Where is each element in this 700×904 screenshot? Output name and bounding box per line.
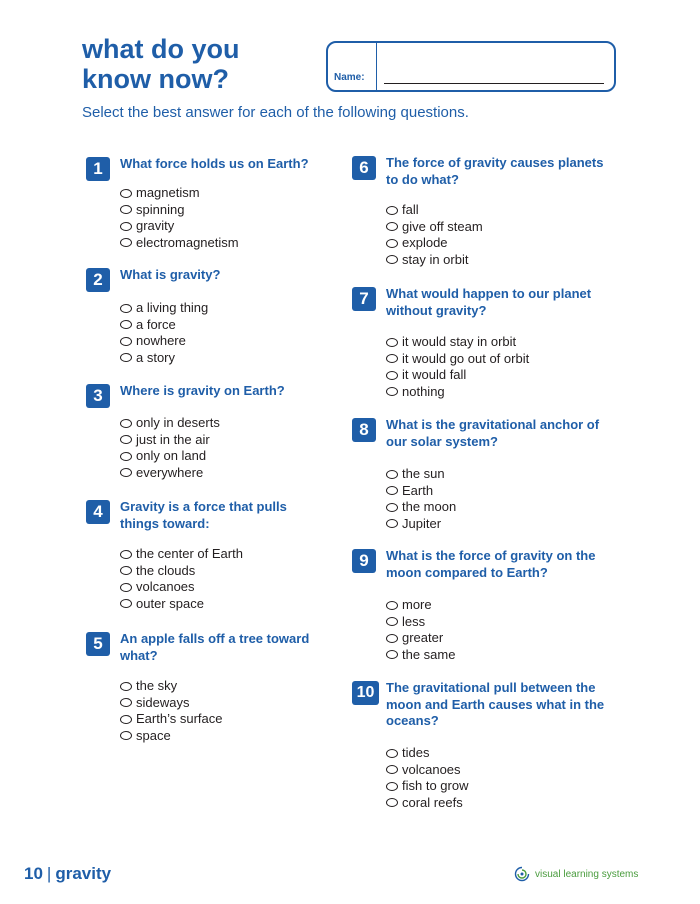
answer-option[interactable]	[120, 202, 239, 219]
question-text: Gravity is a force that pulls things toward:	[120, 499, 287, 531]
question-text: The gravitational pull between the moon and Earth causes what in the oceans?	[386, 680, 605, 728]
option-label: only on land	[136, 448, 207, 463]
answer-option[interactable]	[120, 317, 208, 334]
question-number-badge: 10	[352, 681, 379, 705]
option-label: it would go out of orbit	[402, 350, 530, 366]
radio-bubble-icon[interactable]	[120, 353, 132, 362]
answer-option[interactable]	[386, 334, 529, 351]
answer-option[interactable]	[120, 711, 222, 728]
question-text: What is gravity?	[120, 267, 221, 282]
radio-bubble-icon[interactable]	[120, 550, 132, 559]
answer-option[interactable]	[386, 235, 483, 252]
answer-options	[386, 466, 456, 532]
option-label: stay in orbit	[402, 251, 469, 267]
page-footer	[24, 864, 111, 884]
radio-bubble-icon[interactable]	[120, 304, 132, 313]
answer-option[interactable]	[386, 367, 529, 384]
radio-bubble-icon[interactable]	[120, 682, 132, 691]
option-label: tides	[402, 745, 430, 760]
answer-option[interactable]	[386, 499, 456, 516]
radio-bubble-icon[interactable]	[386, 206, 398, 215]
question-number-badge: 1	[86, 157, 110, 181]
answer-option[interactable]	[386, 778, 468, 795]
answer-option[interactable]	[386, 202, 483, 219]
radio-bubble-icon[interactable]	[386, 239, 398, 248]
option-label: fish to grow	[402, 778, 469, 793]
answer-option[interactable]	[386, 483, 456, 500]
page-title	[82, 34, 240, 94]
title-line-1: what do you	[82, 34, 240, 64]
option-label: coral reefs	[402, 794, 463, 810]
radio-bubble-icon[interactable]	[120, 189, 132, 198]
option-label: the sun	[402, 466, 445, 481]
answer-option[interactable]	[120, 596, 243, 613]
option-label: volcanoes	[136, 579, 195, 594]
answer-option[interactable]	[386, 745, 468, 762]
answer-options	[120, 546, 243, 612]
answer-option[interactable]	[386, 795, 468, 812]
option-label: nothing	[402, 383, 445, 399]
radio-bubble-icon[interactable]	[386, 470, 398, 479]
option-label: space	[136, 727, 171, 743]
option-label: everywhere	[136, 464, 204, 480]
radio-bubble-icon[interactable]	[120, 238, 132, 247]
option-label: greater	[402, 630, 444, 645]
radio-bubble-icon[interactable]	[386, 486, 398, 495]
footer-separator: |	[46, 864, 52, 883]
question-number-badge: 9	[352, 549, 376, 573]
answer-option[interactable]	[120, 695, 222, 712]
radio-bubble-icon[interactable]	[386, 650, 398, 659]
answer-options	[120, 300, 208, 366]
answer-options	[120, 185, 239, 251]
publisher-name: visual learning systems	[535, 868, 639, 880]
radio-bubble-icon[interactable]	[120, 435, 132, 444]
radio-bubble-icon[interactable]	[386, 617, 398, 626]
question-number-badge: 7	[352, 287, 376, 311]
question-text: Where is gravity on Earth?	[120, 383, 285, 398]
section-name: gravity	[55, 864, 112, 883]
radio-bubble-icon[interactable]	[120, 468, 132, 477]
option-label: nowhere	[136, 333, 186, 348]
name-box	[326, 41, 616, 92]
answer-option[interactable]	[120, 415, 220, 432]
option-label: the moon	[402, 499, 457, 514]
answer-options	[386, 202, 483, 268]
radio-bubble-icon[interactable]	[120, 599, 132, 608]
radio-bubble-icon[interactable]	[386, 338, 398, 347]
answer-option[interactable]	[120, 465, 220, 482]
option-label: Earth	[402, 482, 434, 498]
option-label: just in the air	[136, 431, 210, 447]
question-number-badge: 5	[86, 632, 110, 656]
publisher-credit	[514, 866, 638, 882]
radio-bubble-icon[interactable]	[120, 320, 132, 329]
question-number-badge: 6	[352, 156, 376, 180]
answer-options	[386, 745, 468, 811]
answer-option[interactable]	[120, 185, 239, 202]
question-number-badge: 4	[86, 500, 110, 524]
option-label: electromagnetism	[136, 234, 239, 250]
answer-options	[386, 597, 455, 663]
radio-bubble-icon[interactable]	[120, 698, 132, 707]
radio-bubble-icon[interactable]	[386, 765, 398, 774]
question-text: What would happen to our planet without gravity?	[386, 286, 592, 318]
radio-bubble-icon[interactable]	[120, 222, 132, 231]
answer-option[interactable]	[386, 384, 529, 401]
option-label: Jupiter	[402, 515, 442, 531]
answer-option[interactable]	[386, 252, 483, 269]
answer-option[interactable]	[386, 219, 483, 236]
radio-bubble-icon[interactable]	[386, 222, 398, 231]
option-label: spinning	[136, 201, 185, 217]
option-label: gravity	[136, 218, 175, 233]
question-text: What is the gravitational anchor of our solar system?	[386, 417, 600, 449]
answer-options	[386, 334, 529, 400]
radio-bubble-icon[interactable]	[386, 354, 398, 363]
answer-option[interactable]	[120, 235, 239, 252]
radio-bubble-icon[interactable]	[386, 798, 398, 807]
answer-option[interactable]	[386, 630, 455, 647]
radio-bubble-icon[interactable]	[386, 601, 398, 610]
answer-option[interactable]	[120, 333, 208, 350]
option-label: Earth’s surface	[136, 711, 223, 726]
radio-bubble-icon[interactable]	[120, 731, 132, 740]
option-label: volcanoes	[402, 761, 461, 777]
option-label: give off steam	[402, 218, 483, 234]
answer-option[interactable]	[120, 218, 239, 235]
option-label: outer space	[136, 595, 204, 611]
title-line-2: know now?	[82, 64, 229, 94]
radio-bubble-icon[interactable]	[386, 503, 398, 512]
radio-bubble-icon[interactable]	[120, 566, 132, 575]
option-label: a living thing	[136, 300, 209, 315]
answer-option[interactable]	[386, 762, 468, 779]
option-label: sideways	[136, 694, 190, 710]
answer-option[interactable]	[120, 728, 222, 745]
option-label: a story	[136, 349, 176, 365]
option-label: a force	[136, 316, 176, 332]
question-text: The force of gravity causes planets to do what?	[386, 155, 604, 187]
radio-bubble-icon[interactable]	[386, 371, 398, 380]
answer-option[interactable]	[386, 351, 529, 368]
answer-option[interactable]	[386, 614, 455, 631]
radio-bubble-icon[interactable]	[386, 782, 398, 791]
answer-options	[120, 415, 220, 481]
radio-bubble-icon[interactable]	[386, 634, 398, 643]
answer-option[interactable]	[120, 678, 222, 695]
radio-bubble-icon[interactable]	[386, 387, 398, 396]
radio-bubble-icon[interactable]	[386, 519, 398, 528]
answer-option[interactable]	[120, 579, 243, 596]
answer-option[interactable]	[120, 432, 220, 449]
answer-option[interactable]	[120, 350, 208, 367]
option-label: only in deserts	[136, 415, 220, 430]
radio-bubble-icon[interactable]	[120, 452, 132, 461]
answer-option[interactable]	[386, 466, 456, 483]
question-text: An apple falls off a tree toward what?	[120, 631, 310, 663]
swirl-logo-icon	[514, 866, 530, 882]
option-label: magnetism	[136, 185, 200, 200]
radio-bubble-icon[interactable]	[120, 205, 132, 214]
option-label: less	[402, 613, 426, 629]
radio-bubble-icon[interactable]	[120, 583, 132, 592]
question-number-badge: 3	[86, 384, 110, 408]
name-label: Name:	[334, 72, 365, 83]
name-box-divider	[376, 43, 377, 90]
answer-option[interactable]	[120, 448, 220, 465]
answer-option[interactable]	[120, 563, 243, 580]
option-label: fall	[402, 202, 419, 217]
option-label: it would stay in orbit	[402, 334, 517, 349]
radio-bubble-icon[interactable]	[120, 419, 132, 428]
option-label: the center of Earth	[136, 546, 243, 561]
answer-option[interactable]	[386, 597, 455, 614]
question-text: What is the force of gravity on the moon compared to Earth?	[386, 548, 596, 580]
option-label: the clouds	[136, 562, 196, 578]
radio-bubble-icon[interactable]	[120, 337, 132, 346]
radio-bubble-icon[interactable]	[386, 255, 398, 264]
option-label: it would fall	[402, 367, 467, 382]
name-write-line[interactable]	[384, 83, 604, 84]
answer-options	[120, 678, 222, 744]
question-text: What force holds us on Earth?	[120, 156, 309, 171]
answer-option[interactable]	[386, 516, 456, 533]
instructions: Select the best answer for each of the following questions.	[82, 104, 469, 121]
option-label: the sky	[136, 678, 178, 693]
option-label: more	[402, 597, 432, 612]
question-number-badge: 2	[86, 268, 110, 292]
answer-option[interactable]	[386, 647, 455, 664]
page-number: 10	[24, 864, 43, 883]
radio-bubble-icon[interactable]	[386, 749, 398, 758]
option-label: the same	[402, 646, 456, 662]
radio-bubble-icon[interactable]	[120, 715, 132, 724]
question-number-badge: 8	[352, 418, 376, 442]
answer-option[interactable]	[120, 300, 208, 317]
answer-option[interactable]	[120, 546, 243, 563]
option-label: explode	[402, 235, 448, 250]
